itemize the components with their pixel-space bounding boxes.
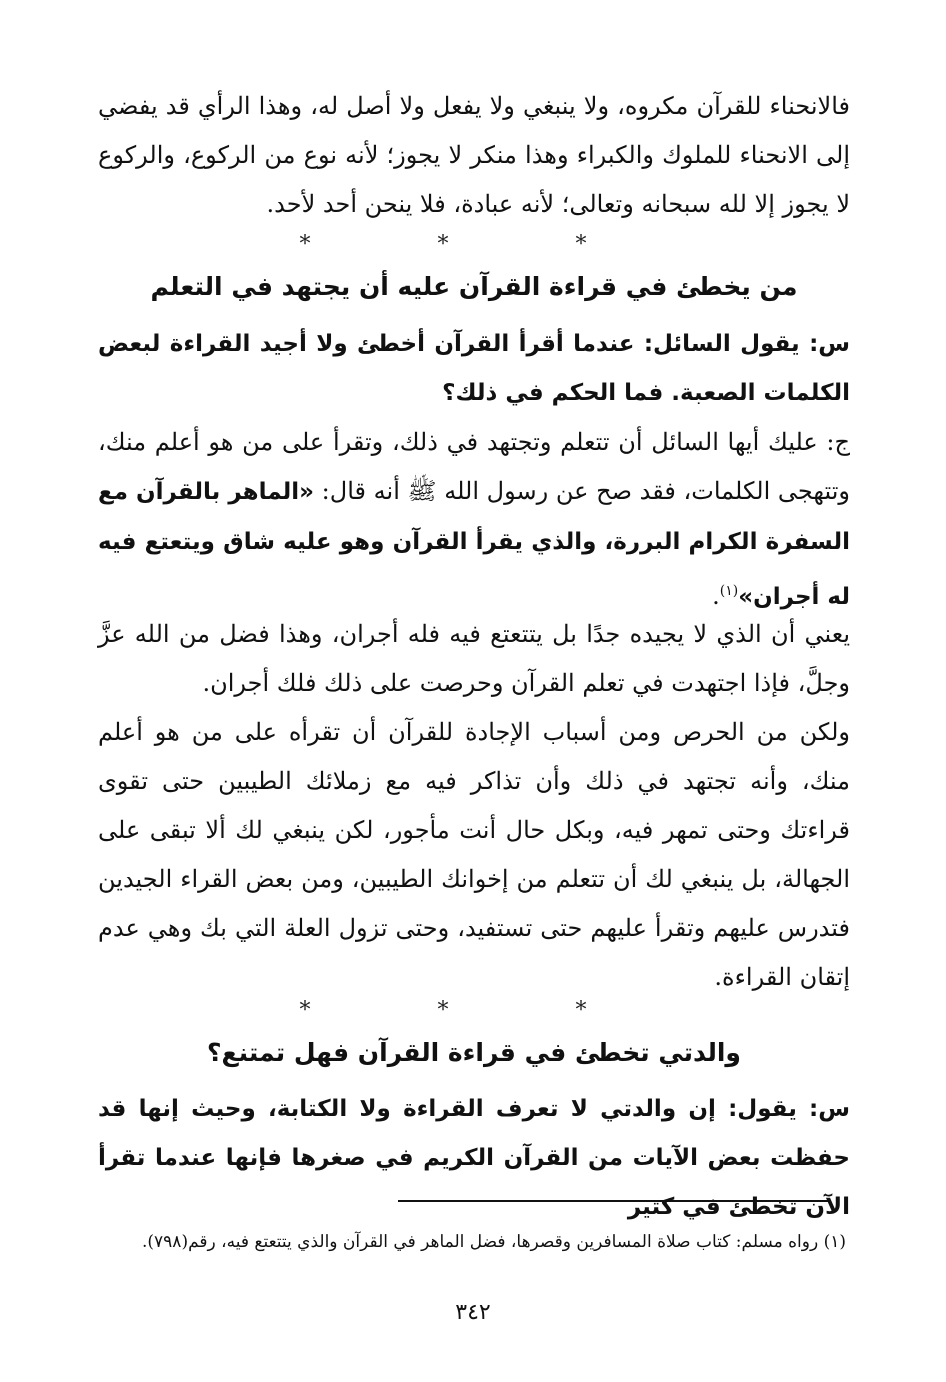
section-separator-1: * * * <box>299 232 647 257</box>
intro-paragraph: فالانحناء للقرآن مكروه، ولا ينبغي ولا يفعل ولا أصل له، وهذا الرأي قد يفضي إلى الانحناء للملوك والكبراء وهذا منكر لا يجوز؛ لأنه نوع من الركوع، والركوع لا يجوز إلا لله سبحانه وتعالى؛ لأنه عبادة، فلا ينحن أحد لأحد. <box>98 92 850 218</box>
section1-question: س: يقول السائل: عندما أقرأ القرآن أخطئ ولا أجيد القراءة لبعض الكلمات الصعبة. فما الحكم في ذلك؟ <box>98 331 850 406</box>
section1-para3: ولكن من الحرص ومن أسباب الإجادة للقرآن أن تقرأه على من هو أعلم منك، وأنه تجتهد في ذلك وأن تذاكر فيه مع زملائك الطيبين حتى تقوى قراءتك وحتى تمهر فيه، وبكل حال أنت مأجور، لكن ينبغي لك ألا تبقى على الجهالة، بل ينبغي لك أن تتعلم من إخوانك الطيبين، ومن بعض القراء الجيدين فتدرس عليهم وتقرأ عليهم حتى تستفيد، وحتى تزول العلة التي بك وهي عدم إتقان القراءة. <box>98 718 851 991</box>
section-separator-2: * * * <box>299 998 647 1023</box>
hadith-quote: «الماهر بالقرآن مع السفرة الكرام البررة، والذي يقرأ القرآن وهو عليه شاق ويتعتع فيه له أجران» <box>98 479 850 610</box>
section2-heading: والدتي تخطئ في قراءة القرآن فهل تمتنع؟ <box>207 1038 741 1067</box>
footnote-number: (١) <box>823 1232 846 1252</box>
section1-para2: يعني أن الذي لا يجيده جدًا بل يتتعتع فيه فله أجران، وهذا فضل من الله عزَّ وجلَّ، فإذا اجتهدت في تعلم القرآن وحرصت على ذلك فلك أجران. <box>98 620 851 697</box>
footnote-text: رواه مسلم: كتاب صلاة المسافرين وقصرها، فضل الماهر في القرآن والذي يتتعتع فيه، رقم(٧٩٨). <box>142 1232 819 1252</box>
answer-intro: ج: عليك أيها السائل أن تتعلم وتجتهد في ذلك، وتقرأ على من هو أعلم منك، وتتهجى الكلمات، فقد صح عن رسول الله ﷺ أنه قال: <box>98 428 851 505</box>
section1-heading: من يخطئ في قراءة القرآن عليه أن يجتهد في التعلم <box>150 272 798 301</box>
footnote <box>104 1226 846 1258</box>
footnote-rule <box>398 1200 828 1202</box>
footnote-ref: (١) <box>719 583 739 599</box>
section2-question: س: يقول: إن والدتي لا تعرف القراءة ولا الكتابة، وحيث إنها قد حفظت بعض الآيات من القرآن الكريم في صغرها فإنها عندما تقرأ الآن تخطئ في كثير <box>98 1096 850 1220</box>
section1-answer <box>98 418 850 622</box>
page-number: ٣٤٢ <box>455 1300 491 1325</box>
answer-end: . <box>712 582 720 610</box>
